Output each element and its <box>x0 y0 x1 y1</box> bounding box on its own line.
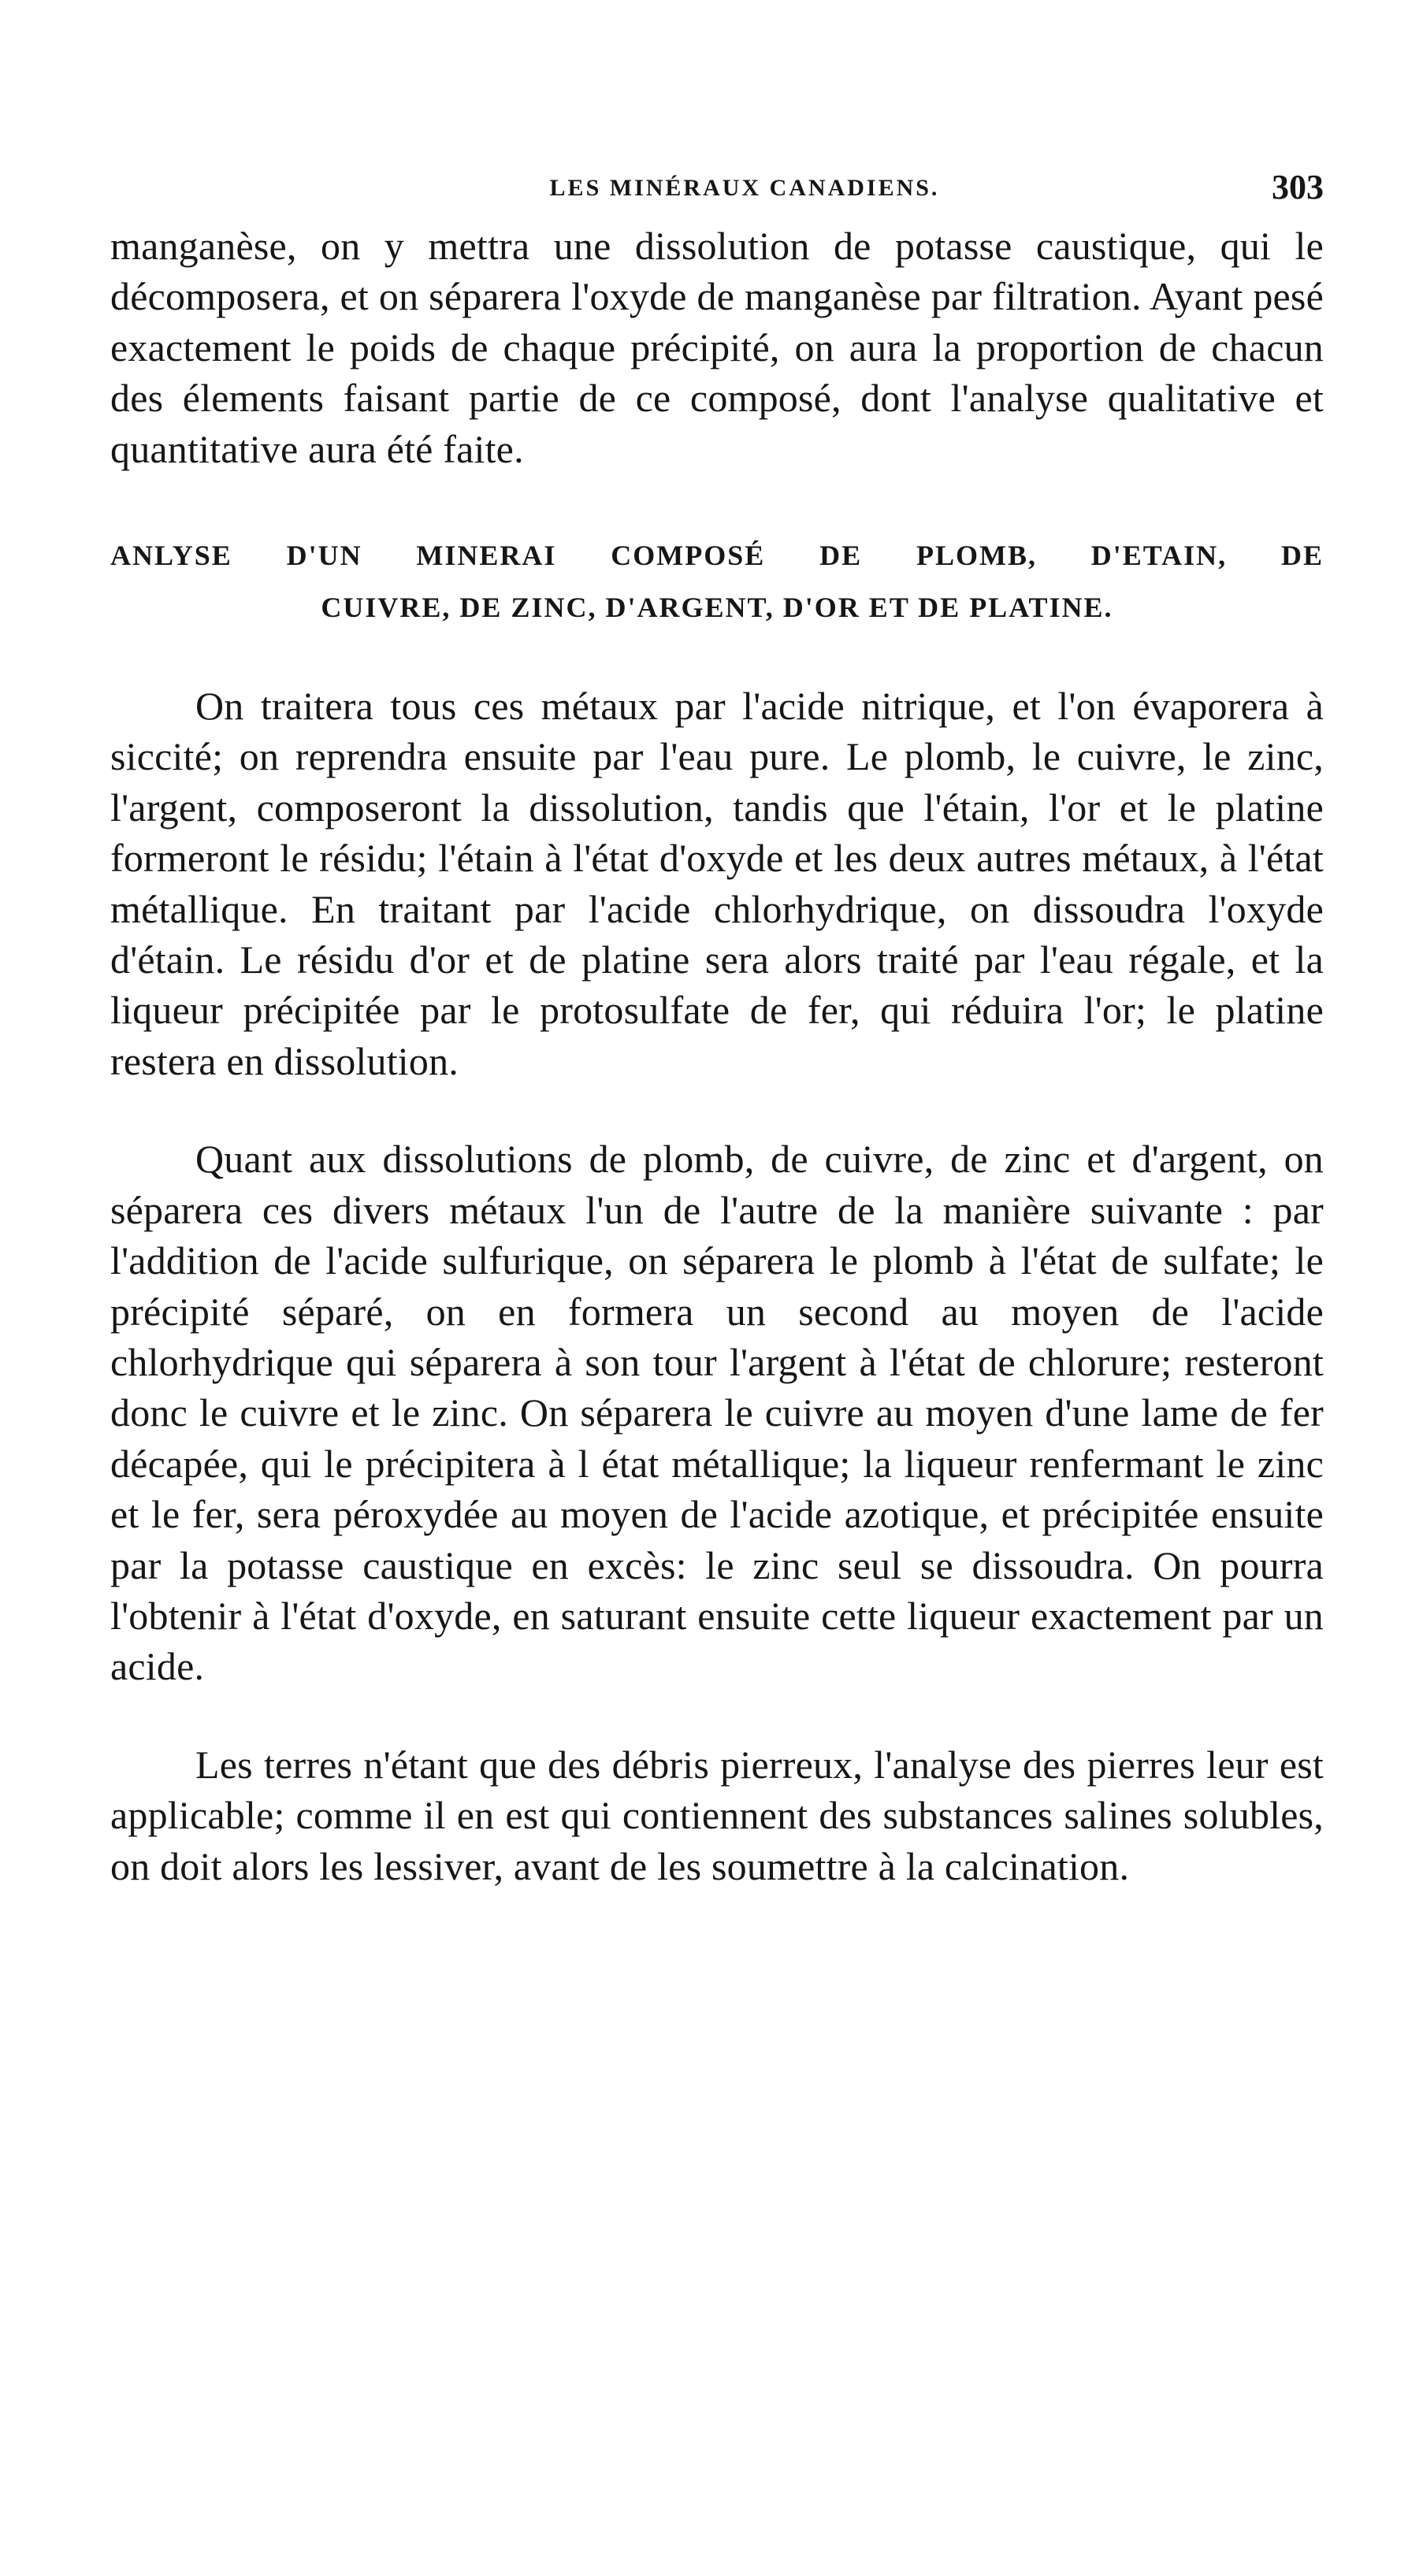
spacer <box>110 633 1324 681</box>
section-heading-line-1: ANLYSE D'UN MINERAI COMPOSÉ DE PLOMB, D'ETAIN, DE <box>110 540 1324 572</box>
spacer <box>110 474 1324 529</box>
paragraph-analysis-procedure: On traitera tous ces métaux par l'acide nitrique, et l'on évaporera à siccité; on reprendra ensuite par l'eau pure. Le plomb, le cuivre, le zinc, l'argent, composeront la dissolution, tandis que l'étain, l'or et le platine formeront le résidu; l'étain à l'état d'oxyde et les deux autres métaux, à l'état métallique. En traitant par l'acide chlorhydrique, on dissoudra l'oxyde d'étain. Le résidu d'or et de platine sera alors traité par l'eau régale, et la liqueur précipitée par le protosulfate de fer, qui réduira l'or; le platine restera en dissolution. <box>110 684 1324 1083</box>
page-number: 303 <box>1272 168 1324 206</box>
paragraph-continuation: manganèse, on y mettra une dissolution de potasse caustique, qui le décomposera, et on séparera l'oxyde de manganèse par filtration. Ayant pesé exactement le poids de chaque précipité, on aura la proportion de chacun des élements faisant partie de ce composé, dont l'analyse qualitative et quantitative aura été faite. <box>110 224 1324 471</box>
section-heading-line-2: CUIVRE, DE ZINC, D'ARGENT, D'OR ET DE PLATINE. <box>321 592 1113 624</box>
running-header <box>110 158 1324 221</box>
spacer <box>110 1086 1324 1134</box>
running-title: LES MINÉRAUX CANADIENS. <box>549 175 940 201</box>
section-heading <box>110 529 1324 633</box>
paragraph-dissolution-separation: Quant aux dissolutions de plomb, de cuivre, de zinc et d'argent, on séparera ces divers métaux l'un de l'autre de la manière suivante : par l'addition de l'acide sulfurique, on séparera le plomb à l'état de sulfate; le précipité séparé, on en formera un second au moyen de l'acide chlorhydrique qui séparera à son tour l'argent à l'état de chlorure; resteront donc le cuivre et le zinc. On séparera le cuivre au moyen d'une lame de fer décapée, qui le précipitera à l état métallique; la liqueur renfermant le zinc et le fer, sera péroxydée au moyen de l'acide azotique, et précipitée ensuite par la potasse caustique en excès: le zinc seul se dissoudra. On pourra l'obtenir à l'état d'oxyde, en saturant ensuite cette liqueur exactement par un acide. <box>110 1137 1324 1689</box>
spacer <box>110 1692 1324 1739</box>
paragraph-earths: Les terres n'étant que des débris pierreux, l'analyse des pierres leur est applicable; comme il en est qui contiennent des substances salines solubles, on doit alors les lessiver, avant de les soumettre à la calcination. <box>110 1742 1324 1888</box>
book-page <box>110 158 1324 2521</box>
